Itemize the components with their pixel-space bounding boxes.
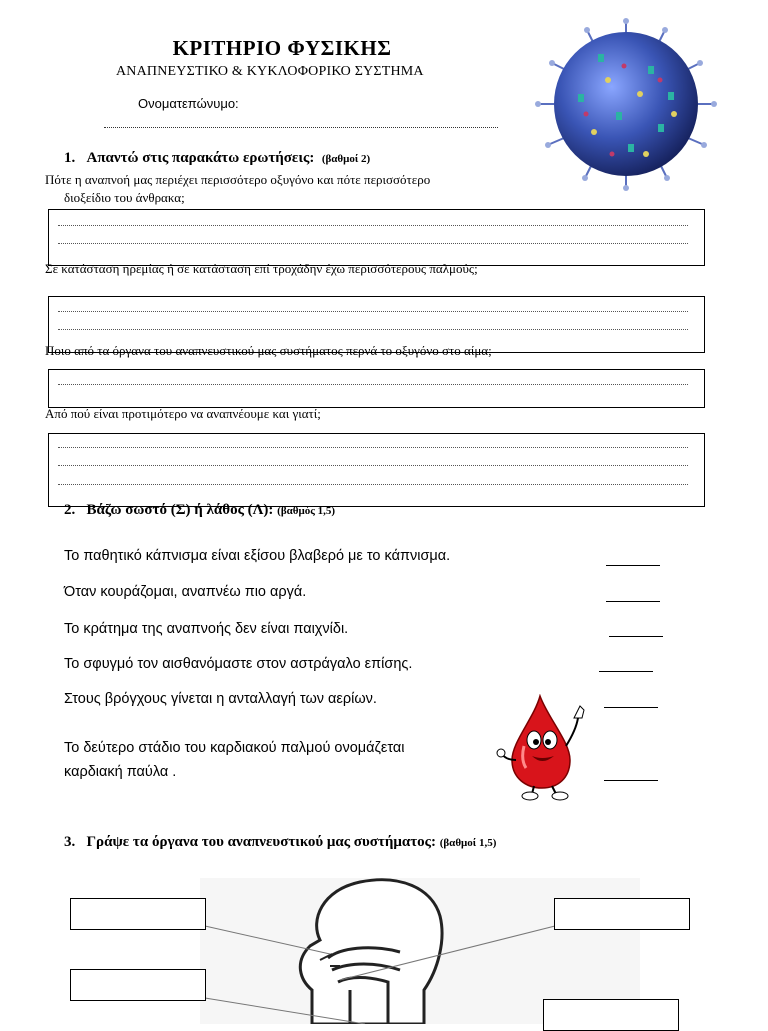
section-2-heading: 2. Βάζω σωστό (Σ) ή λάθος (Λ): (βαθμός 1,5) xyxy=(64,502,336,518)
page-title: ΚΡΙΤΗΡΙΟ ΦΥΣΙΚΗΣ xyxy=(172,36,392,60)
organ-label-box-3[interactable] xyxy=(554,898,690,930)
name-label: Ονοματεπώνυμο: xyxy=(138,96,239,111)
section-3-heading: 3. Γράψε τα όργανα του αναπνευστικού μας συστήματος: (βαθμοί 1,5) xyxy=(64,834,497,850)
section-1-heading: 1. Απαντώ στις παρακάτω ερωτήσεις: (βαθμοί 2) xyxy=(64,150,371,166)
answer-box-4[interactable] xyxy=(48,433,705,507)
organ-label-box-1[interactable] xyxy=(70,898,206,930)
answer-blank-1[interactable] xyxy=(606,551,660,566)
question-1-line2: διοξείδιο του άνθρακα; xyxy=(64,190,185,205)
page-subtitle: ΑΝΑΠΝΕΥΣΤΙΚΟ & ΚΥΚΛΟΦΟΡΙΚΟ ΣΥΣΤΗΜΑ xyxy=(116,64,424,79)
statement-6-line1: Το δεύτερο στάδιο του καρδιακού παλμού ονομάζεται xyxy=(64,740,405,756)
answer-box-1[interactable] xyxy=(48,209,705,266)
statement-5: Στους βρόγχους γίνεται η ανταλλαγή των αερίων. xyxy=(64,691,377,707)
answer-box-3[interactable] xyxy=(48,369,705,408)
answer-blank-5[interactable] xyxy=(604,693,658,708)
statement-6-line2: καρδιακή παύλα . xyxy=(64,764,177,780)
answer-blank-4[interactable] xyxy=(599,657,653,672)
organ-label-box-4[interactable] xyxy=(543,999,679,1031)
answer-blank-3[interactable] xyxy=(609,622,663,637)
answer-blank-6[interactable] xyxy=(604,766,658,781)
name-field[interactable] xyxy=(104,119,498,128)
answer-blank-2[interactable] xyxy=(606,587,660,602)
statement-1: Το παθητικό κάπνισμα είναι εξίσου βλαβερό με το κάπνισμα. xyxy=(64,548,451,564)
question-3: Ποιο από τα όργανα του αναπνευστικού μας συστήματος περνά το οξυγόνο στο αίμα; xyxy=(45,343,492,358)
blood-drop-mascot-icon xyxy=(494,694,594,802)
statement-3: Το κράτημα της αναπνοής δεν είναι παιχνίδι. xyxy=(64,621,349,637)
question-4: Από πού είναι προτιμότερο να αναπνέουμε και γιατί; xyxy=(45,406,321,421)
question-2: Σε κατάσταση ηρεμίας ή σε κατάσταση επί τροχάδην έχω περισσότερους παλμούς; xyxy=(45,261,478,276)
statement-4: Το σφυγμό τον αισθανόμαστε στον αστράγαλο επίσης. xyxy=(64,656,413,672)
virus-illustration-icon xyxy=(528,14,724,194)
organ-label-box-2[interactable] xyxy=(70,969,206,1001)
question-1-line1: Πότε η αναπνοή μας περιέχει περισσότερο οξυγόνο και πότε περισσότερο xyxy=(45,172,431,187)
statement-2: Όταν κουράζομαι, αναπνέω πιο αργά. xyxy=(64,584,307,600)
